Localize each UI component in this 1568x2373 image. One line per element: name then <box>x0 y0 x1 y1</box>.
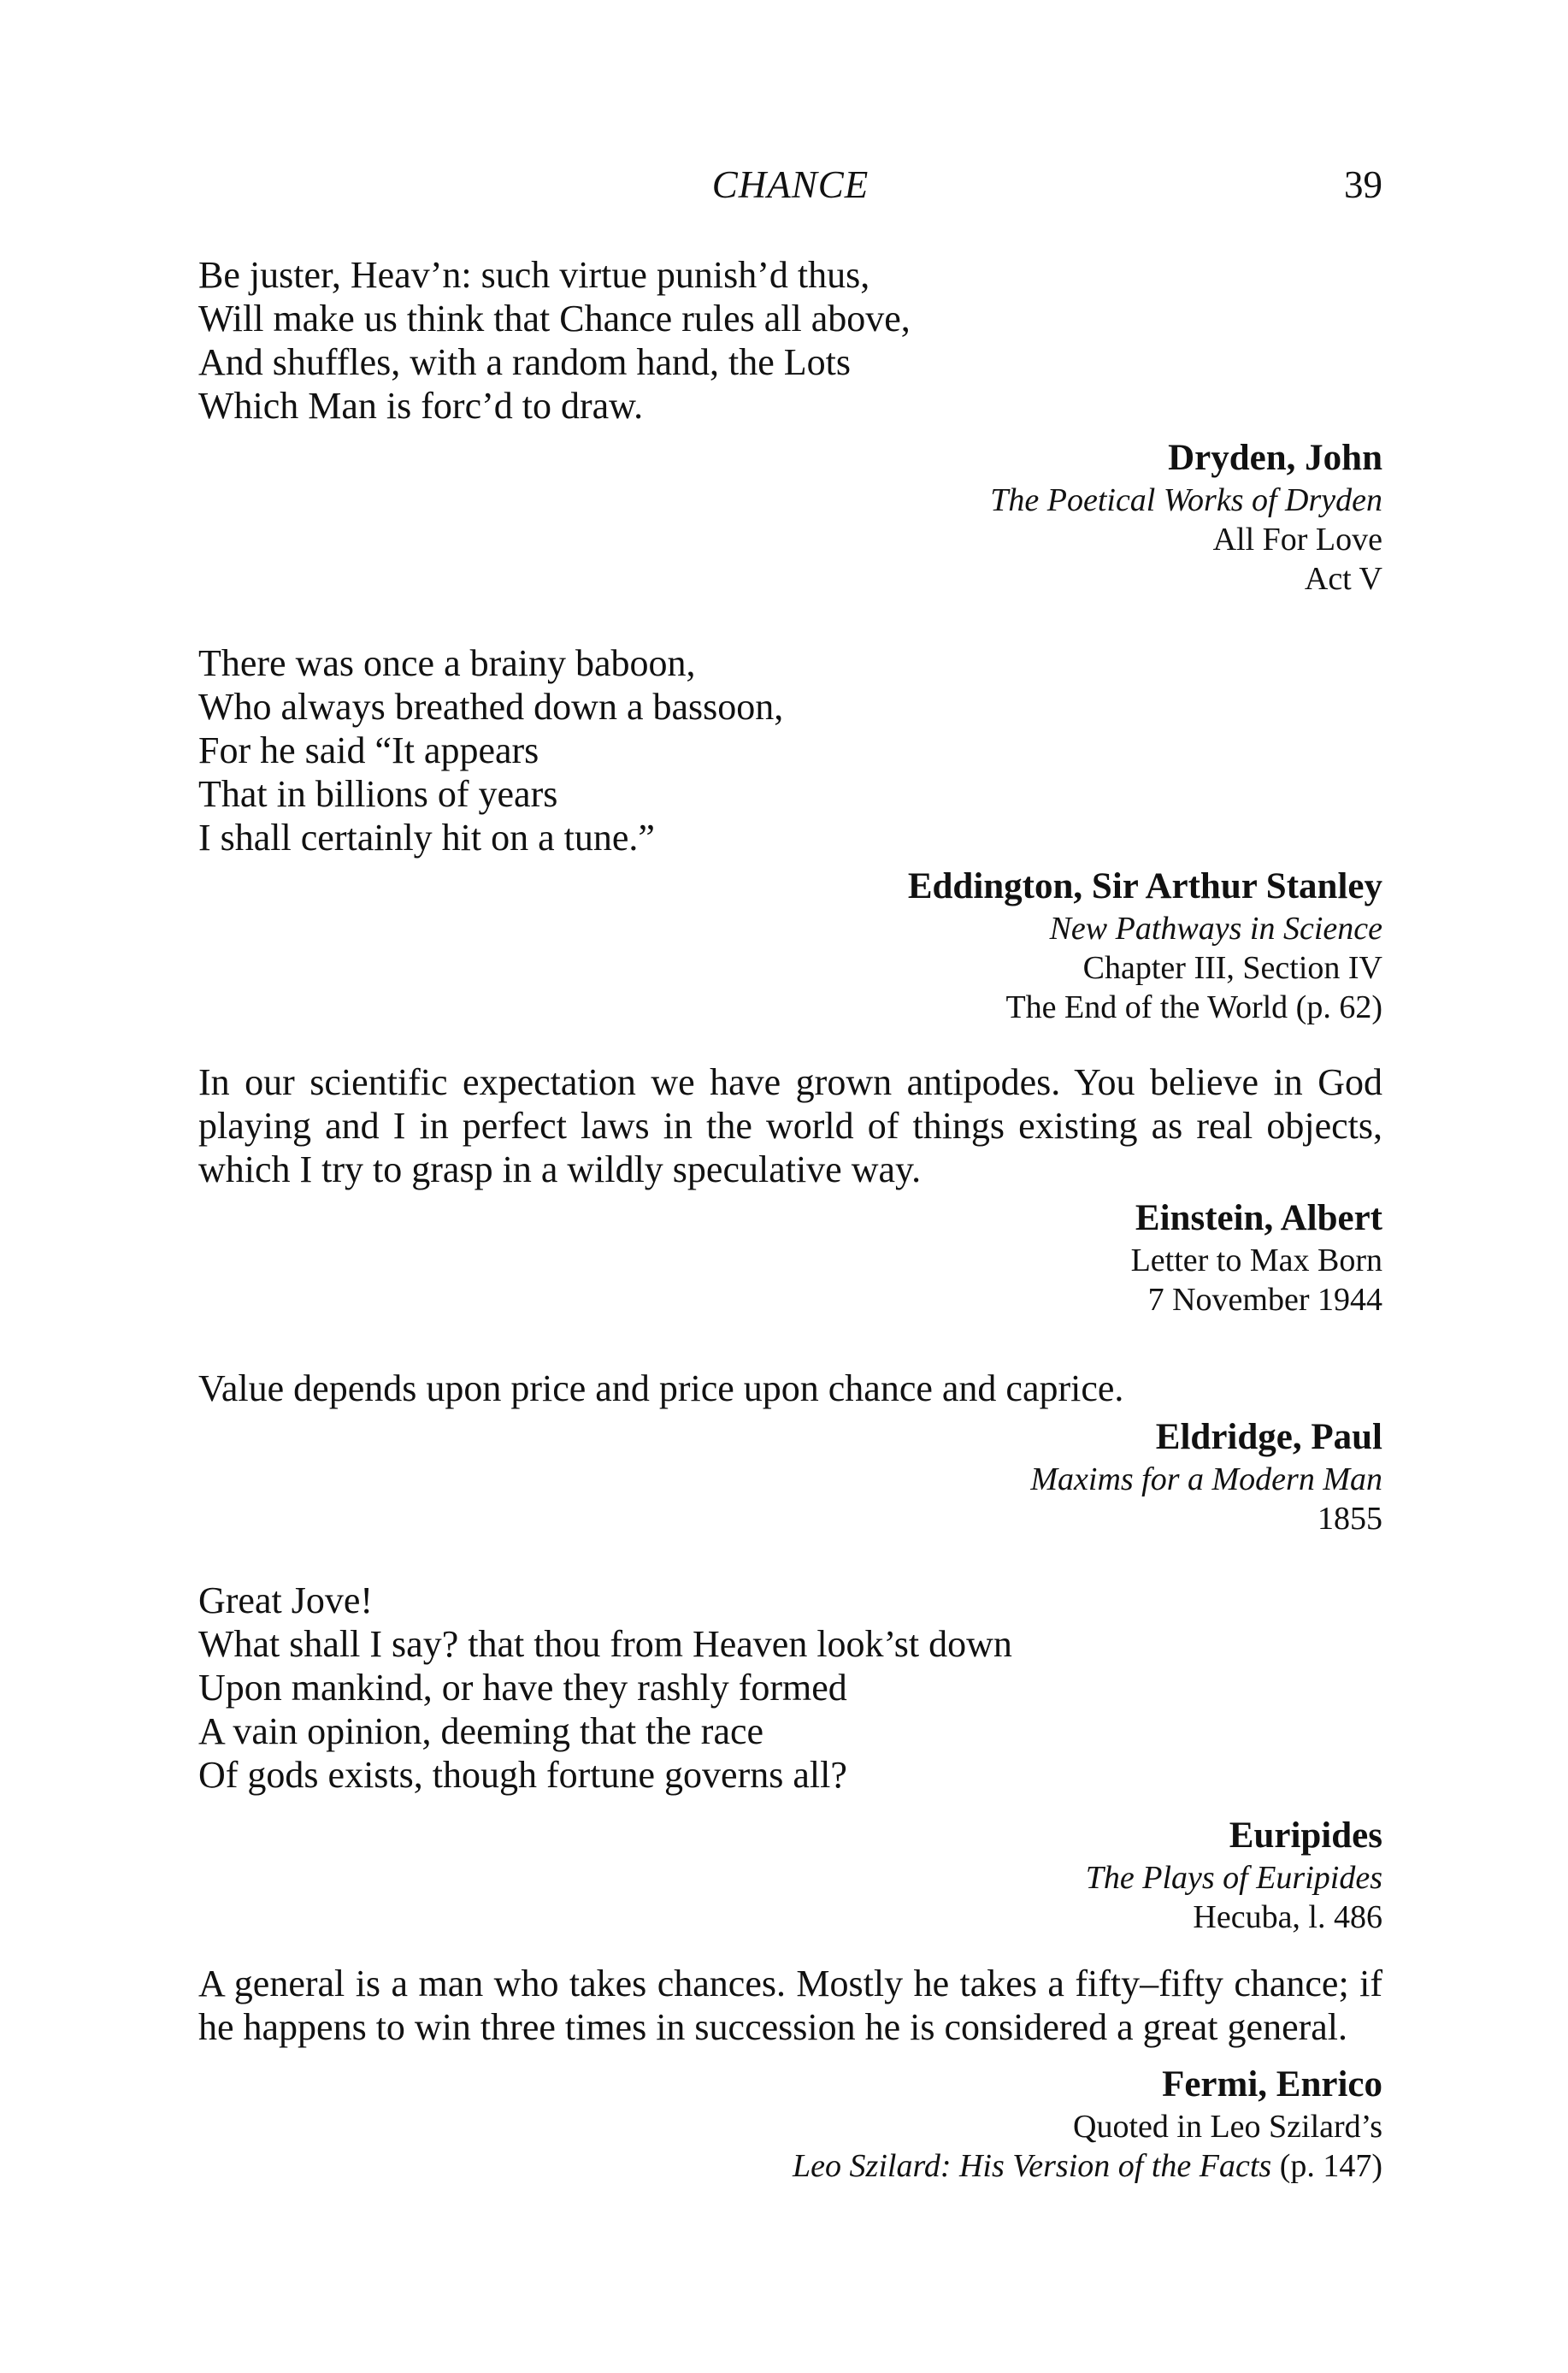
source-title: Maxims for a Modern Man <box>1030 1461 1382 1497</box>
attribution <box>198 1814 1382 1937</box>
verse-line: Be juster, Heav’n: such virtue punish’d thus, <box>198 254 870 296</box>
verse-line: That in billions of years <box>198 773 558 815</box>
verse-line: Will make us think that Chance rules all above, <box>198 298 911 339</box>
quote-eldridge <box>198 1367 1382 1538</box>
quote-text <box>198 641 1382 859</box>
source-detail: Hecuba, l. 486 <box>1193 1899 1382 1935</box>
source-detail <box>198 2146 1382 2186</box>
quote-text <box>198 253 1382 428</box>
quote-eddington <box>198 641 1382 1027</box>
quote-text: In our scientific expectation we have grown antipodes. You believe in God playing and I in perfect laws in the world of things existing as real objects, which I try to grasp in a wildly speculative way. <box>198 1061 1382 1190</box>
verse-line: What shall I say? that thou from Heaven look’st down <box>198 1623 1012 1665</box>
verse-line: For he said “It appears <box>198 729 539 771</box>
source-title: The Plays of Euripides <box>1085 1860 1382 1896</box>
source-detail: The End of the World (p. 62) <box>1005 989 1382 1025</box>
source-detail: All For Love <box>1212 522 1382 558</box>
quote-einstein <box>198 1060 1382 1319</box>
verse-line: Upon mankind, or have they rashly formed <box>198 1667 847 1709</box>
author-name: Einstein, Albert <box>1135 1198 1382 1238</box>
quote-fermi <box>198 1962 1382 2186</box>
source-title: Leo Szilard: His Version of the Facts <box>793 2148 1272 2184</box>
attribution <box>198 436 1382 599</box>
page-number: 39 <box>1344 163 1382 206</box>
author-name: Dryden, John <box>1168 438 1382 478</box>
verse-line: Who always breathed down a bassoon, <box>198 686 784 728</box>
attribution <box>198 1196 1382 1319</box>
source-detail: Quoted in Leo Szilard’s <box>1073 2109 1382 2145</box>
source-detail: 7 November 1944 <box>1147 1282 1382 1318</box>
attribution <box>198 1415 1382 1538</box>
quote-text: A general is a man who takes chances. Mostly he takes a fifty–fifty chance; if he happens to win three times in succession he is considered a great general. <box>198 1963 1382 2048</box>
source-detail: 1855 <box>1317 1501 1382 1537</box>
verse-line: There was once a brainy baboon, <box>198 642 696 684</box>
running-head <box>198 159 1382 210</box>
source-detail: Chapter III, Section IV <box>1082 950 1382 986</box>
verse-line: Of gods exists, though fortune governs all? <box>198 1754 847 1796</box>
quote-dryden <box>198 253 1382 599</box>
source-title: The Poetical Works of Dryden <box>990 482 1382 518</box>
attribution <box>198 2063 1382 2186</box>
author-name: Fermi, Enrico <box>1162 2064 1382 2104</box>
chapter-title: CHANCE <box>711 163 869 206</box>
source-page: (p. 147) <box>1271 2148 1382 2184</box>
quote-euripides <box>198 1579 1382 1937</box>
quote-text: Value depends upon price and price upon chance and caprice. <box>198 1367 1124 1409</box>
quote-text <box>198 1579 1382 1797</box>
author-name: Eddington, Sir Arthur Stanley <box>907 866 1382 906</box>
verse-line: A vain opinion, deeming that the race <box>198 1710 764 1752</box>
attribution <box>198 865 1382 1027</box>
verse-line: Which Man is forc’d to draw. <box>198 385 644 427</box>
verse-line: I shall certainly hit on a tune.” <box>198 817 655 859</box>
author-name: Eldridge, Paul <box>1155 1417 1382 1457</box>
author-name: Euripides <box>1229 1815 1382 1856</box>
source-detail: Act V <box>1304 561 1382 597</box>
source-detail: Letter to Max Born <box>1130 1243 1382 1278</box>
source-title: New Pathways in Science <box>1049 911 1382 947</box>
verse-line: Great Jove! <box>198 1579 374 1621</box>
verse-line: And shuffles, with a random hand, the Lots <box>198 341 851 383</box>
